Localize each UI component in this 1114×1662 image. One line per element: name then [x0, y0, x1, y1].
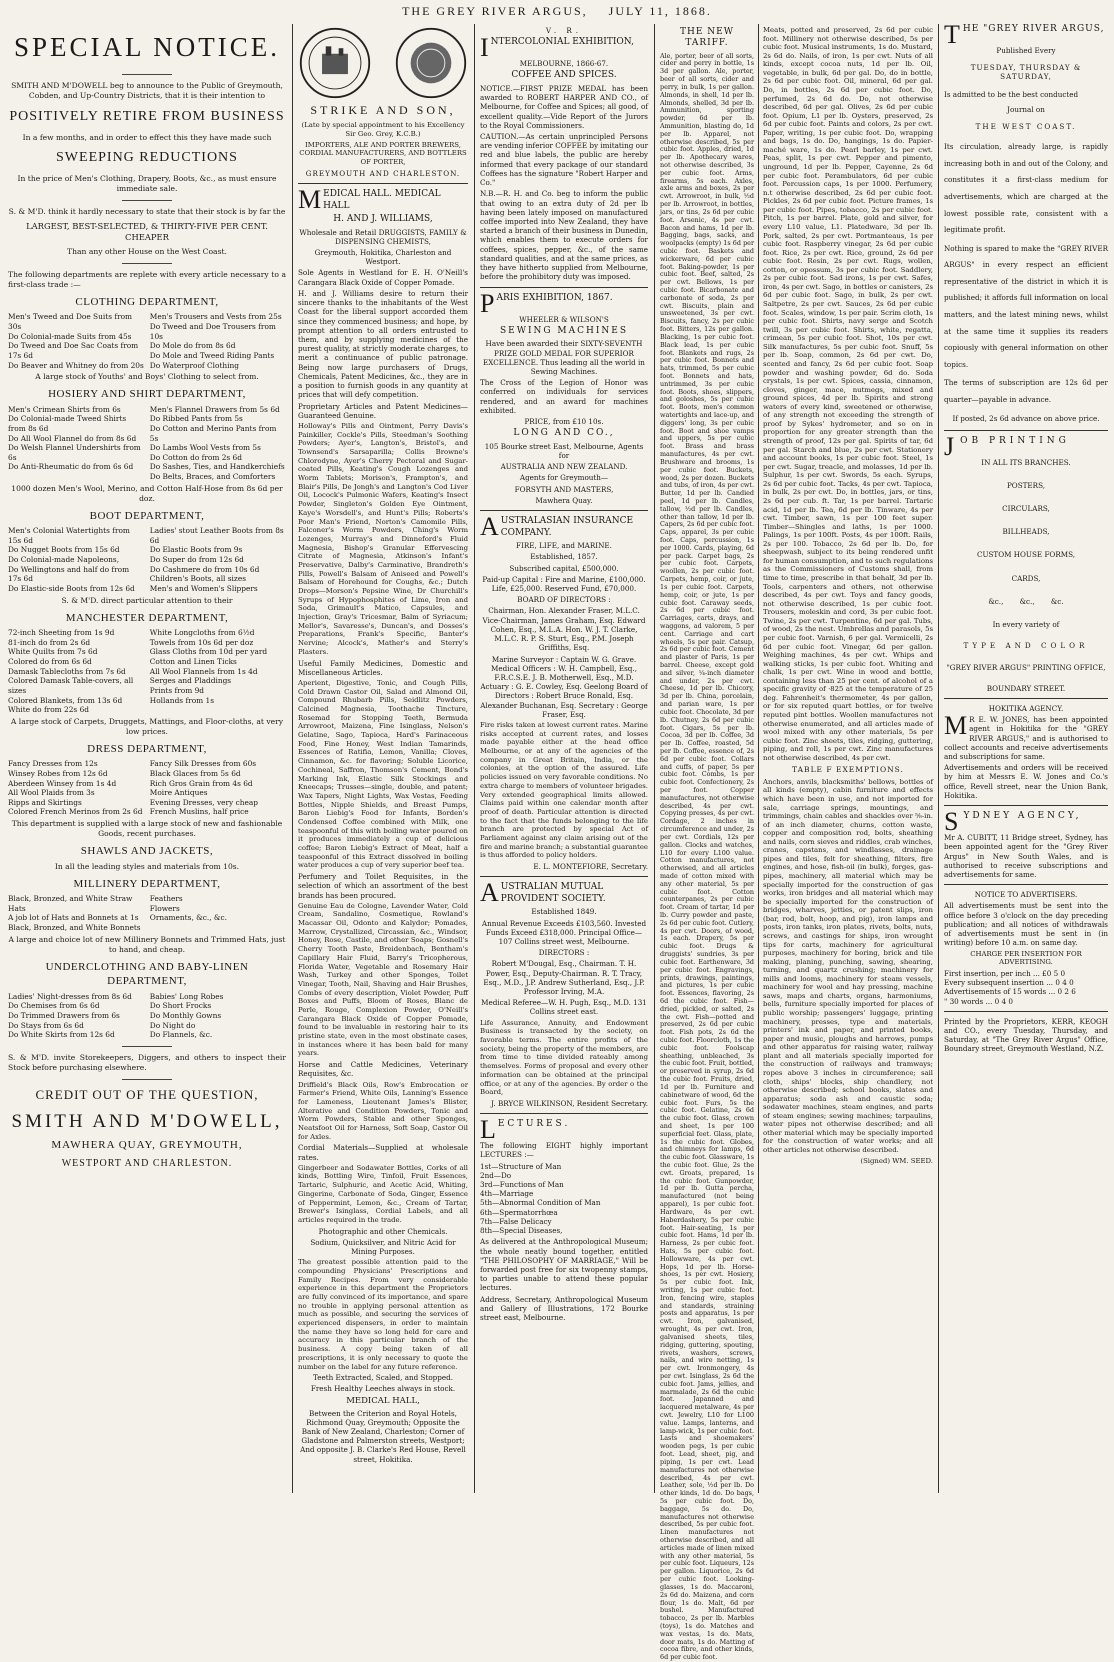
list-item: Men's and Women's Slippers — [149, 583, 258, 593]
list-item: 5th—Abnormal Condition of Man — [480, 1198, 601, 1208]
exemptions-heading: TABLE F EXEMPTIONS. — [792, 765, 904, 775]
paragraph: 105 Bourke street East, Melbourne, Agents for — [484, 441, 644, 460]
list-item: 72-inch Sheeting from 1s 9d — [8, 628, 115, 638]
boot-heading: BOOT DEPARTMENT, — [89, 509, 205, 522]
millinery-list — [8, 894, 286, 933]
paragraph: The terms of subscription are 12s 6d per quarter—payable in advance. — [944, 378, 1108, 404]
dropcap: M — [944, 711, 968, 741]
signature: E. L. MONTEFIORE, Secretary. — [533, 862, 648, 872]
paragraph: FORSYTH AND MASTERS, — [514, 484, 614, 494]
price: PRICE, from £10 10s. — [524, 417, 604, 427]
list-item: 4th—Marriage — [480, 1189, 534, 1199]
list-item: Do Cotton and Merino Pants from 5s — [149, 423, 277, 443]
paragraph: NOTICE.—FIRST PRIZE MEDAL has been awarded to ROBERT HARPER AND CO., of Melbourne, for Coffee and Spices; all good, of excellent quality.—Vide Report of the Jurors to the Royal Commissioners. — [480, 83, 648, 130]
firm-name: SMITH AND M'DOWELL, — [11, 1111, 283, 1133]
intro-text: S. & M'D. think it hardly necessary to state that their stock is by far the — [8, 206, 286, 216]
list-item: Do Trimmed Drawers from 6s — [8, 1010, 120, 1020]
list-item: Glass Cloths from 10d per yard — [149, 647, 268, 657]
divider — [480, 876, 648, 877]
millinery-heading: MILLINERY DEPARTMENT, — [73, 877, 221, 890]
list-item: 7th—False Delicacy — [480, 1216, 552, 1226]
intro-text: Than any other House on the West Coast. — [67, 246, 227, 256]
paragraph: Useful Family Medicines, Domestic and Miscellaneous Articles. — [298, 658, 468, 677]
divider — [122, 263, 172, 264]
list-item: Ladies' Night-dresses from 8s 6d — [8, 991, 132, 1001]
divider — [480, 287, 648, 288]
signature: J. BRYCE WILKINSON, Resident Secretary. — [491, 1098, 648, 1108]
paragraph: Mr A. CUBITT, 11 Bridge street, Sydney, has been appointed agent for the "Grey River Argus" in New South Wales, and is authorised to receive subscriptions and advertisements for same. — [944, 833, 1108, 879]
paragraph: TYPE AND COLOR — [963, 641, 1089, 651]
section-note: A large and choice lot of new Millinery Bonnets and Trimmed Hats, just to hand, and cheap. — [8, 934, 286, 954]
wheeler-name: WHEELER & WILSON'S — [519, 314, 609, 324]
divider — [944, 1011, 1108, 1012]
list-item: Do Monthly Gowns — [149, 1010, 222, 1020]
hokitika-heading: HOKITIKA AGENCY. — [988, 703, 1064, 713]
paragraph: Established, 1857. — [530, 552, 598, 562]
list-item: Flowers — [149, 903, 180, 913]
paragraph: BOARD OF DIRECTORS : — [517, 595, 611, 605]
list-item: Do Tweed and Doe Sac Coats from 17s 6d — [8, 341, 139, 360]
list-item: Men's Flannel Drawers from 5s 6d — [149, 404, 280, 414]
list-item: Men's Crimean Shirts from 6s — [8, 404, 121, 414]
dropcap: P — [480, 288, 495, 318]
list-item: Ornaments, &c., &c. — [149, 913, 227, 923]
prize-medal-seal-icon — [298, 26, 372, 100]
column-rule — [758, 24, 759, 1493]
paragraph: DIRECTORS : — [538, 948, 590, 958]
lectures-heading: L E C T U R E S . — [480, 1115, 568, 1145]
list-item: Do Welsh Flannel Undershirts from 6s — [8, 443, 141, 462]
paragraph: THE WEST COAST. — [975, 122, 1077, 132]
divider — [480, 1113, 648, 1114]
hosiery-heading: HOSIERY AND SHIRT DEPARTMENT, — [48, 388, 246, 401]
divider — [944, 430, 1108, 431]
list-item: Ladies' stout Leather Boots from 8s 6d — [149, 526, 284, 545]
paragraph: N.B.—R. H. and Co. beg to inform the public that owing to an extra duty of 2d per lb having been lately imposed on manufactured coffee imported into New Zealand, they have started a branch of their business in Dunedin, which enables them to execute orders for coffees, spices, pepper, &c., of the same standard qualities, and at the same prices, as they have hitherto supplied from Melbourne, before the prohibitory duty was imposed. — [480, 189, 648, 282]
section-note: S. & M'D. direct particular attention to their — [61, 595, 233, 605]
divider — [480, 510, 648, 511]
paragraph: POSTERS, — [1006, 480, 1046, 490]
list-item: Do Super do from 12s 6d — [149, 555, 244, 565]
list-item: 8th—Special Diseases, — [480, 1226, 563, 1236]
paragraph: Annual Revenue Exceeds £103,560. Invested Funds Exceed £318,000. Principal Office—107 Collins street west, Melbourne. — [481, 918, 647, 946]
masthead — [0, 0, 1114, 22]
paragraph: Fire risks taken at lowest current rates. Marine risks accepted at current rates, and losses made payable either at the head office Melbourne, or at any of the agencies of the company in Great Britain, India, or the colonies, at the option of the assured. Life policies issued on very favorable conditions. No extra charge to members of volunteer brigades. Very extended geographical limits allowed. Claims paid within one calendar month after proof of death. Particular attention is directed to the fact that the funds belonging to the life branch are protected by special Act of Parliament against any claim arising out of the fire and marine branch; a substantial guarantee is thus afforded to policy holders. — [480, 721, 648, 860]
firm-address: MAWHERA QUAY, GREYMOUTH, — [51, 1139, 243, 1152]
dropcap: S — [944, 807, 962, 837]
intro-text: The following departments are replete with every article necessary to a first-class trade :— — [8, 269, 286, 289]
williams-subtitle: Wholesale and Retail DRUGGISTS, FAMILY & DISPENSING CHEMISTS, — [299, 227, 467, 246]
list-item: Babies' Long Robes — [149, 991, 224, 1001]
paragraph: Mawhera Quay. — [535, 495, 593, 505]
section-note: This department is supplied with a large stock of new and fashionable Goods, recent purchases. — [11, 819, 283, 839]
masthead-date: JULY 11, 1868. — [608, 4, 712, 18]
list-item: Do Lambs Wool Vests from 5s — [149, 443, 261, 453]
list-item: Do Short Frocks — [149, 1001, 212, 1011]
paragraph: Sodium, Quicksilver, and Nitric Acid for Mining Purposes. — [310, 1237, 456, 1257]
paragraph: As delivered at the Anthropological Museum; the whole neatly bound together, entitled "THE PHILOSOPHY OF MARRIAGE," Will be forwarded post free for six twopenny stamps, to parties unable to attend these popular lectures. — [480, 1237, 648, 1293]
list-item: Men's Trousers and Vests from 25s — [149, 312, 282, 322]
divider — [944, 698, 1108, 699]
manchester-list — [8, 628, 286, 715]
paragraph: H. and J. Williams desire to return their sincere thanks to the inhabitants of the West Coast for the liberal support accorded them since they commenced business; and hope, by prompt attention to all orders entrusted to them, and by supplying medicines of the purest quality, at strictly moderate charges, to merit a continuance of public patronage. Being now large purchasers of Drugs, Chemicals, Patent Medicines, &c., they are in a position to furnish goods in any quantity at prices that will defy competition. — [298, 288, 468, 400]
sweeping-heading: SWEEPING REDUCTIONS — [56, 150, 238, 166]
sewing-heading: SEWING MACHINES — [499, 325, 629, 336]
charges-heading: CHARGE PER INSERTION FOR ADVERTISING. — [970, 949, 1082, 967]
list-item: Do Mole and Tweed Riding Pants — [149, 350, 275, 360]
paragraph: Medical Referee—W. H. Pugh, Esq., M.D. 131 Collins street east. — [481, 998, 647, 1017]
paragraph: CAUTION.—As certain unprincipled Persons are vending inferior COFFEE by imitating our red and blue labels, the public are hereby informed that every package of our standard Coffees has the signature "Robert Harper and Co." — [480, 132, 649, 188]
list-item: Do Stays from 6s 6d — [8, 1020, 84, 1030]
tariff-list: Meats, potted and preserved, 2s 6d per cubic foot. Millinery not otherwise described, 5s per cubic foot. Musical instruments, 1s do. Mustard, 2s 6d do. Nails, of iron, 1s per cwt. Nuts of all kinds, except cocoa nuts, 1d per lb. Oil, vegetable, in bulk, 6d per gal. Do, do in bottle, 2s 6d per cubic foot. Oil, mineral, 6d per gal. Do, in bottles, 2s 6d per cubic foot. Do, perfumed, 2s 6d do. Do, not otherwise described, 6d per gal. Olives, 2s 6d per cubic foot. Opium, L1 per lb. Oysters, preserved, 2s 6d per cubic foot. Paints and colors, 2s per cwt. Paper, writing, 1s per cubic foot. Do, wrapping and bags, 1s do. Do, hangings, 1s do. Papier-maché ware, 1s do. Pearl barley, 1s per cwt. Peas, split, 1s per cwt. Pepper and pimento, unground, 1d per lb. Pepper, Cayenne, 2s 6d per cubic foot. Perambulators, 6d per cubic foot. Percussion caps, 1s per 1000. Perfumery, n.t otherwise described, 2s 6d per cubic foot. Pickles, 2s 6d per cubic foot. Picture frames, 1s per cubic foot. Pipes, tobacco, 2s per cubic foot. Pitch, 1s per barrel. Plate, gold and silver, for every L10 value, L1. Platedware, 3d per lb. Pork, salted, 2s per cwt. Portmanteaus, 1s per cubic foot. Raspberry vinegar, 2s 6d per cubic foot. Rice, 2s per cwt. Rice, ground, 2s 6d per cubic foot. Resin, 2s per cwt. Rugs, wollen, cotton, or opossum, 3s per cubic foot. Saddlery, 2s per cubic foot. Sad irons, 1s per cwt. Safes, iron, 4s per cwt. Sago, in bottles or canisters, 2s 6d per cubic foot. Sago, in bulk, 2s per cwt. Saltpetre, 2s per cwt. Sauces, 2s 6d per cubic foot. Scales, window, 1s per pair. Scrim cloth, 1s per cubic foot. Shirts, navy serge and Scotch twill, 3s per cubic foot. Shirts, white, regatta, crimean, 5s per cubic foot. Shot, 10s per cwt. Silk manufactures, 5s per cubic foot. Snuff, 5s per lb. Soap, common, 2s 6d per cwt. Do, scented and fancy, 2s 6d per cubic foot. Soap powder and washing powder, 6d do. Soda crystals, 1s per cwt. Spices, cassia, cinnamon, cloves, ginger, mace, nutmegs, mixed and ground spices, 4d per lb. Spirits and strong waters of every kind, sweetened or otherwise, of any strength not exceeding the strength of proof by Sykes' hydrometer, and so on in proportion for any greater strength than the strength of proof, 12s per gal. Spirits of tar, 6d per gal. Starch and blue, 2s per cwt. Stationery and account books, 1s per cubic foot. Steel, 1s per cwt. Sugar, treacle, and molasses, 1d per lb. Sulphur, 1s per cwt. Swords, 5s each. Syrups, 2s 6d per cubic foot. Tacks, 4s per cwt. Tapioca, in bulk, 2s per cwt. Do, in bottles, jars, or tins, 2s 6d per cub. ft. Tar, 1s per barrel. Tartaric acid, 1d per lb. Tea, 6d per lb. Tinware, 4s per cwt. Timber, sawn, 1s per 100 feet super. Timber—Shingles and laths, 1s per 1000. Palings, 1s per 100ft. Posts, 4s per 100ft. Rails, 2s per 100. Tobacco, 2s 6d per lb. Do, for sheepwash, subject to its being rendered unfit for human consumption, and to such regulations as the Commissioners of Customs shall, from time to time, prescribe in that behalf, 3d per lb. Tools, carpenters and others, not otherwise described, 4s per cwt. Toys and fancy goods, not otherwise described, 1s per cubic foot. Trousers, moleskin and cord, 3s per cubic foot. Twine, 2s per cwt. Turpentine, 6d per gal. Tubs, of wood, 2s the nest. Umbrellas and parasols, 5s per cubic foot. Varnish, 6 per gal. Vermicelli, 2s 6d per cubic foot. Vinegar, 6d per gallon. Weighing machines, 4s per cwt. Whips and walking sticks, 1s per cubic foot. Whiting and chalk, 1s per cwt. Wine in wood and bottle, containing less than 25 per cent. of alcohol of a specific gravity of ·825 at the temperature of 25 deg. Fahrenheit's thermometer, 4s per gallon, or for six reputed quart bottles, or for twelve reputed pint bottles. Woollen manufactures not otherwise enumerated, and all articles made of wool mixed with any other materials, 5s per cubic foot. Zinc sheets, tiles, ridging, guttering, piping, and roll, 1s per cwt. Zinc manufactures not otherwise described, 4s per cwt. — [763, 26, 933, 762]
list-item: Black Glaces from 5s 6d — [149, 768, 241, 778]
underclothing-list — [8, 992, 286, 1040]
paragraph: Have been awarded their SIXTY-SEVENTH PRIZE GOLD MEDAL FOR SUPERIOR EXCELLENCE. Thus leading all the world in Sewing Machines. — [483, 339, 645, 376]
paragraph: Established 1849. — [531, 907, 597, 917]
dress-list — [8, 759, 286, 817]
divider — [122, 74, 172, 75]
strike-heading: STRIKE AND SON, — [310, 103, 456, 117]
paragraph: Fresh Healthy Leeches always in stock. — [310, 1384, 456, 1394]
list-item: Colored do from 6s 6d — [8, 657, 92, 667]
list-item: Ripps and Skirtings — [8, 797, 82, 807]
column-tariff-1 — [660, 24, 754, 1662]
dress-heading: DRESS DEPARTMENT, — [87, 742, 207, 755]
list-item: Do Elastic-side Boots from 12s 6d — [8, 583, 135, 593]
paragraph: Teeth Extracted, Scaled, and Stopped. — [312, 1373, 454, 1383]
paragraph: IN ALL ITS BRANCHES. — [981, 457, 1071, 467]
list-item: Do Sashes, Ties, and Handkerchiefs — [149, 462, 285, 472]
paragraph: Published Every — [996, 46, 1056, 55]
list-item: Advertisements of 15 words ... 0 2 6 — [944, 987, 1076, 997]
paragraph: Genuine Eau de Cologne, Lavender Water, Cold Cream, Sandalino, Cosmetique, Rowland's Macassar Oil, Odonto and Kalydor; Pomades, Marrow, Crystallized, Circassian, &c., Windsor, Honey, Rose, Castile, and other Soaps; Gosnell's Cherry Tooth Paste, Breidenbach, Bentham's Capillary Hair Fluid, Barry's Tricopherous, Florida Water, Vegetable and Rosemary Hair Wash, Turkey and other Sponges, Toilet Vinegar, Tooth, Nail, Shaving and Hair Brushes, Combs of every description, Violet Powder, Puff Boxes and Puffs, Bloom of Roses, Blanc de Perle, Rouge, Complexion Powder, O'Neill's Carangara Black Oxide of Copper Pomade, found to be invaluable in restoring hair to its pristine state, even in the most obstinate cases, in instances where it has been bald for many years. — [298, 901, 468, 1058]
paragraph: Advertisements and orders will be received by him at Messrs E. W. Jones and Co.'s office, Revell street, near the Union Bank, Hokitika. — [944, 763, 1108, 800]
charges-list — [944, 969, 1108, 1006]
section-note: In all the leading styles and materials from 10s. — [54, 861, 240, 871]
list-item: Do Flannels, &c. — [149, 1030, 213, 1040]
list-item: Do Cashmere do from 10s 6d — [149, 564, 260, 574]
list-item: Do Waterproof Clothing — [149, 360, 240, 370]
intro-text: In a few months, and in order to effect this they have made such — [22, 133, 272, 143]
list-item: Rich Gros Grain from 4s 6d — [149, 778, 253, 788]
column-medical-hall — [298, 24, 468, 1493]
list-item: French Muslins, half price — [149, 807, 249, 817]
notice-heading: NOTICE TO ADVERTISERS. — [974, 890, 1078, 900]
paragraph: If posted, 2s 6d advance on above price. — [952, 414, 1100, 424]
paragraph: Address, Secretary, Anthropological Museum and Gallery of Illustrations, 172 Bourke street east, Melbourne. — [480, 1294, 648, 1323]
list-item: Colored Damask Table-covers, all sizes — [8, 676, 134, 695]
list-item: Men's Colonial Watertights from 15s 6d — [8, 526, 130, 545]
list-item: Do Anti-Rheumatic do from 6s 6d — [8, 462, 134, 472]
paragraph: Aperient, Digestive, Tonic, and Cough Pills, Cold Drawn Castor Oil, Salad and Almond Oil, Compound Rhubarb Pills, Seidlitz Powders, Calcined Magnesia, Toothache Tincture, Rosemad for Stopping Teeth, Bermuda Arrowroot, Maizena, Fine Isinglass, Nelson's Gelatine, Sago, Tapioca, Hard's Farinaceous Food, Fine Honey, West Indian Tamarinds, Essences of Ratifia, Lemon, Vanilla; Cloves, Cinnamon, &c. for flavoring; Soluble Licorice, Cochineal, Saffron, Thomson's Cement, Bond's Marking Ink, Elastic Silk Stockings and Kneecaps; Trusses—single, double, and patent; Wax Tapers, Night Lights, Wax Vestas, Feeding Bottles, Nipple Shields, and Breast Pumps, Baron Liebig's Food for Infants, Borden's Condensed Coffee combined with Milk, one teaspoonful of this with boiling water poured on it produces immediately a cup of delicious coffee; Baron Liebig's Extract of Meat, half a teaspoonful of this Extract dissolved in boiling water produces a cup of very superior beef tea. — [298, 678, 468, 870]
paragraph: All advertisements must be sent into the office before 3 o'clock on the day preceding publication; and all notices of withdrawals of advertisements must be sent in (in writing) before 10 a.m. on same day. — [944, 901, 1108, 948]
vr-mark: V. R. — [545, 26, 583, 35]
dropcap: A — [480, 878, 499, 908]
list-item: Do All Wool Flannel do from 8s 6d — [8, 433, 137, 443]
list-item: Do Mole do from 8s 6d — [149, 341, 236, 351]
argus-heading: THE "GREY RIVER ARGUS, — [944, 20, 1105, 49]
list-item: Every subsequent insertion ... 0 4 0 — [944, 978, 1074, 988]
coffee-heading: COFFEE AND SPICES. — [511, 70, 617, 81]
retire-heading: POSITIVELY RETIRE FROM BUSINESS — [9, 108, 285, 124]
list-item: 6th—Spermatorrhœa — [480, 1207, 558, 1217]
paragraph: Chairman, Hon. Alexander Fraser, M.L.C. Vice-Chairman, James Graham, Esq. Edward Cohen, Esq., M.L.A. Hon. W. J. T. Clarke, M.L.C. R. P. S. Sturt, Esq., P.M. Joseph Griffiths, Esq. — [482, 606, 646, 653]
lecture-list — [480, 1162, 648, 1236]
strike-towns: GREYMOUTH AND CHARLESTON. — [305, 168, 461, 178]
long-heading: LONG AND CO., — [513, 428, 615, 439]
paragraph: Horse and Cattle Medicines, Veterinary Requisites, &c. — [298, 1060, 468, 1079]
clothing-list — [8, 312, 286, 370]
hosiery-list — [8, 405, 286, 482]
column-rule — [474, 24, 475, 1493]
list-item: Cotton and Linen Ticks — [149, 657, 237, 667]
manchester-heading: MANCHESTER DEPARTMENT, — [65, 611, 229, 624]
divider — [122, 200, 172, 201]
amp-heading: AUSTRALIAN MUTUAL PROVIDENT SOCIETY. — [480, 878, 606, 908]
list-item: Do White Skirts from 12s 6d — [8, 1030, 115, 1040]
list-item: Towels from 10s 6d per doz — [149, 637, 254, 647]
paragraph: Cordial Materials—Supplied at wholesale rates. — [298, 1143, 468, 1162]
imprint: Printed by the Proprietors, KERR, KEOGH and CO., every Tuesday, Thursday, and Saturday, at "The Grey River Argus" Office, Boundary street, Greymouth Westland, N.Z. — [944, 1016, 1108, 1054]
column-rule — [654, 24, 655, 1493]
dropcap: J — [944, 431, 959, 461]
paragraph: Is admitted to be the best conducted — [944, 89, 1079, 99]
list-item: A job lot of Hats and Bonnets at 1s — [8, 913, 139, 923]
boot-list — [8, 526, 286, 593]
list-item: 1st—Structure of Man — [480, 1161, 562, 1171]
shawls-heading: SHAWLS AND JACKETS, — [80, 845, 214, 858]
paragraph: Its circulation, already large, is rapidly increasing both in and out of the Colony, and constitutes it a first-class medium for advertisements, which are charged at the lowest possible rate, consistent with a legitimate profit. — [944, 142, 1108, 235]
column-exhibition — [480, 24, 648, 1493]
divider — [944, 884, 1108, 885]
list-item: Do Beaver and Whitney do from 20s — [8, 360, 144, 370]
paragraph: Life Assurance, Annuity, and Endowment Business is transacted by the society, on favorable terms. The entire profits of the society, being the property of the members, are from time to time divided rateably among themselves. Forms of proposal and every other information can be obtained at the principal office, or at any of the agencies. By order o the Board, — [480, 1018, 648, 1097]
list-item: Fancy Dresses from 12s — [8, 759, 98, 769]
paragraph: Sole Agents in Westland for E. H. O'Neill's Carangara Black Oxide of Copper Pomade. — [298, 268, 468, 287]
list-item: Do Tweed and Doe Trousers from 10s — [149, 322, 276, 341]
underclothing-heading: UNDERCLOTHING AND BABY-LINEN DEPARTMENT, — [45, 960, 249, 988]
clothing-heading: CLOTHING DEPARTMENT, — [75, 295, 219, 308]
paragraph: The Cross of the Legion of Honor was conferred on individuals for services rendered, and an award for machines exhibited. — [480, 378, 648, 415]
paragraph: BOUNDARY STREET. — [986, 683, 1066, 693]
list-item: Prints from 9d — [149, 685, 205, 695]
list-item: White do from 22s 6d — [8, 705, 89, 715]
medical-hall-footer: MEDICAL HALL, — [346, 1395, 420, 1406]
sydney-heading: SYDNEY AGENCY, — [944, 807, 1082, 837]
intro-text: In the price of Men's Clothing, Drapery, Boots, &c., as must ensure immediate sale. — [17, 173, 277, 193]
list-item: Do Wellingtons and half do from 17s 6d — [8, 564, 130, 584]
paragraph: Photographic and other Chemicals. — [318, 1226, 448, 1236]
divider — [122, 1079, 172, 1080]
paragraph: Journal on — [1007, 104, 1045, 114]
column-smith-mdowell — [8, 24, 286, 1493]
list-item: Do Nugget Boots from 15s 6d — [8, 545, 120, 555]
masthead-title: THE GREY RIVER ARGUS, — [402, 4, 588, 18]
paragraph: CARDS, — [1011, 573, 1041, 583]
tariff-heading: THE NEW TARIFF. — [680, 27, 734, 49]
list-item: All Wool Flannels from 1s 4d — [149, 666, 258, 676]
paragraph: AUSTRALIA AND NEW ZEALAND. — [500, 462, 628, 472]
paragraph: Agents for Greymouth— — [519, 473, 609, 483]
dropcap: M — [298, 185, 322, 215]
williams-name: H. AND J. WILLIAMS, — [333, 214, 433, 225]
seal-row — [298, 26, 468, 100]
strike-trades: IMPORTERS, ALE AND PORTER BREWERS, CORDIAL MANUFACTURERS, AND BOTTLERS OF PORTER, — [299, 140, 467, 167]
paragraph: Proprietary Articles and Patent Medicines—Guaranteed Genuine. — [298, 401, 468, 420]
list-item: Do Colonial-made Tweed Shirts from 8s 6d — [8, 414, 127, 433]
column-rule — [938, 24, 939, 1493]
section-note: A large stock of Youths' and Boys' Clothing to select from. — [35, 372, 259, 382]
list-item: Colored French Merinos from 2s 6d — [8, 807, 143, 817]
invite-text: S. & M'D. invite Storekeepers, Diggers, and others to inspect their Stock before purchasing elsewhere. — [8, 1052, 286, 1072]
signature: (Signed) WM. SEED. — [860, 1156, 933, 1165]
column-rule — [292, 24, 293, 1493]
list-item: 81-inch do from 2s 6d — [8, 637, 91, 647]
list-item: 3rd—Functions of Man — [480, 1179, 564, 1189]
paragraph: CUSTOM HOUSE FORMS, — [976, 550, 1076, 560]
exhibition-heading: INTERCOLONIAL EXHIBITION, — [480, 33, 634, 63]
paragraph: M R E. W. JONES, has been appointed agent in Hokitika for the "GREY RIVER ARGUS," and is authorised to collect accounts and receive advertisements and subscriptions for same. — [944, 711, 1108, 762]
paragraph: The following EIGHT highly important LECTURES :— — [480, 1141, 648, 1160]
largest-text: LARGEST, BEST-SELECTED, & THIRTY-FIVE PER CENT. CHEAPER — [26, 220, 268, 242]
list-item: Winsey Robes from 12s 6d — [8, 768, 108, 778]
list-item: " 30 words ... 0 4 0 — [944, 996, 1013, 1006]
list-item: White Quilts from 7s 6d — [8, 647, 98, 657]
paragraph: In every variety of — [992, 620, 1060, 630]
medical-hall-heading: MEDICAL HALL. MEDICAL HALL — [298, 185, 441, 215]
list-item: Do Chemises from 6s 6d — [8, 1001, 100, 1011]
list-item: Children's Boots, all sizes — [149, 574, 246, 584]
list-item: Do Elastic Boots from 9s — [149, 545, 243, 555]
paragraph: Holloway's Pills and Ointment, Perry Davis's Painkiller, Cockle's Pills, Steedman's Soothing Powders; Ayer's, Langton's, Bristol's, and Townsend's Sarsaparilla; Collis Browne's Chlorodyne, Ayer's Cherry Pectoral and Sugar-coated Pills, Keating's Cough Lozenges and Worm Tablets; Morison's, Frampton's, and Blair's Pills, De Jongh's and Langton's Cod Liver Oil, Locock's Pulmonic Wafers, Keating's Insect Powder, Singleton's Golden Eye Ointment, Kaye's Worsdell's, and Hunt's Pills; Roberts's Poor Man's Friend, Norton's Camomile Pills, Falconer's Worm Powders, Ching's Worm Lozenges, Murray's and Dinneford's Fluid Magnesia, Bishop's Granular Effervescing Citrate of Magnesia, Atkinson's Infant's Preservative, Dalby's Carminative, Brandreth's Pills, Powell's Balsam of Aniseed and Powell's Balsam of Horehound for Coughs, &c.; Dutch Drops—Morson's Pepsine Wine, Dr Churchill's Syrups of Hypophosphites of Lime, Iron and Soda, Grimault's Matico, Capsules, and Injection, Gray's Tricesmar, Balm of Syriacum; Mellor's, Savaresse's, Duncan's, and Dosses's Preparations, Frank's Specific, Banter's Nervine; Alcock's, Mather's and Sterry's Plasters. — [298, 421, 468, 656]
paragraph: TUESDAY, THURSDAY & SATURDAY, — [970, 63, 1082, 82]
list-item: Do Cotton do from 2s 6d — [149, 452, 242, 462]
divider — [944, 805, 1108, 806]
section-note: A large stock of Carpets, Druggets, Mattings, and Floor-cloths, at very low prices. — [10, 716, 284, 736]
credit-heading: CREDIT OUT OF THE QUESTION, — [35, 1086, 259, 1102]
insurance-heading: AUSTRALASIAN INSURANCE COMPANY. — [480, 512, 634, 542]
dropcap: L — [480, 1115, 496, 1145]
list-item: Serges and Pladdings — [149, 676, 232, 686]
list-item: Feathers — [149, 894, 183, 904]
divider — [298, 183, 468, 184]
dropcap: I — [480, 33, 489, 63]
list-item: Do Ribbed Pants from 5s — [149, 414, 243, 424]
paris-heading: PARIS EXHIBITION, 1867. — [480, 288, 613, 318]
paragraph: Subscribed capital, £500,000. — [509, 563, 619, 573]
list-item: Do Colonial-made Suits from 45s — [8, 331, 132, 341]
special-notice-title: SPECIAL NOTICE. — [14, 32, 280, 62]
paragraph: CIRCULARS, — [1002, 503, 1050, 513]
list-item: Colored Blankets, from 13s 6d — [8, 695, 123, 705]
paragraph: Nothing is spared to make the "GREY RIVER ARGUS" in every respect an efficient representative of the district in which it is published; it affords full information on local matters, and the latest mining news, whilst at the same time it supplies its readers copiously with general information on other topics. — [944, 243, 1108, 369]
intro-text: SMITH AND M'DOWELL beg to announce to the Public of Greymouth, Cobden, and Up-Country Districts, that it is their intention to — [11, 80, 283, 100]
list-item: Men's Tweed and Doe Suits from 30s — [8, 312, 133, 332]
list-item: All Wool Plaids from 3s — [8, 788, 95, 798]
strike-subtitle: (Late by special appointment to his Excellency Sir Geo. Grey, K.C.B.) — [301, 121, 465, 139]
list-item: Evening Dresses, very cheap — [149, 797, 258, 807]
paragraph: Robert M'Dougal, Esq., Chairman. T. H. Power, Esq., Deputy-Chairman. R. T. Tracy, Esq., M.D., J.P. Andrew Sutherland, Esq., J.P. Professor Irving, M.A. — [483, 959, 645, 997]
prize-medal-seal-icon — [394, 26, 468, 100]
list-item: First insertion, per inch ... £0 5 0 — [944, 968, 1066, 978]
paragraph: Paid-up Capital : Fire and Marine, £100,000. Life, £25,000. Reserved Fund, £70,000. — [482, 574, 646, 593]
list-item: Fancy Silk Dresses from 60s — [149, 759, 257, 769]
section-note: 1000 dozen Men's Wool, Merino, and Cotton Half-Hose from 8s 6d per doz. — [11, 483, 283, 503]
paragraph: &c., &c., &c. — [988, 596, 1064, 606]
paragraph: Gingerbeer and Sodawater Bottles, Corks of all kinds, Bottling Wire, Tinfoil, Fruit Essences, Tartaric, Sulphuric, and Acetic Acid, Whiting, Gingerine, Carbonate of Soda, Ginger, Essence of Peppermint, Lemon, &c., Cream of Tartar, Brewer's Isinglass, Cordial Labels, and all articles required in the trade. — [298, 1163, 468, 1224]
paragraph: The greatest possible attention paid to the compounding Physicians' Prescriptions and Family Recipes. From very considerable experience in this department the Proprietors are fully convinced of its importance, and spare no trouble in applying personal attention as much as possible, and securing the services of experienced dispensers, in order to maintain the name they have so long held for care and accuracy in this particular branch of the business. A copy being taken of all prescriptions, it is only necessary to quote the number on the label for any future reference. — [298, 1258, 468, 1371]
list-item: Do Colonial-made Napoleons, — [8, 555, 120, 565]
williams-towns: Greymouth, Hokitika, Charleston and Westport. — [314, 248, 452, 267]
dropcap: A — [480, 512, 499, 542]
list-item: Hollands from 1s — [149, 695, 215, 705]
list-item: Do Night do — [149, 1020, 196, 1030]
divider — [122, 1046, 172, 1047]
paragraph: Driffield's Black Oils, Row's Embrocation or Farmer's Friend, White Oils, Lanning's Essence for Lameness, Lieutenant James's Blister, Alterative and Condition Powders, Tonic and Worm Powders, Stable and other Sponges, Neatsfoot Oil for Harness, Soft Soap, Castor Oil for Axles. — [298, 1080, 468, 1141]
column-argus — [944, 20, 1108, 1493]
list-item: 2nd—Do — [480, 1170, 512, 1180]
list-item: Black, Bronzed, and White Straw Hats — [8, 894, 133, 913]
list-item: White Longcloths from 6½d — [149, 628, 255, 638]
list-item: Damask Tablecloths from 7s 6d — [8, 666, 126, 676]
paragraph: FIRE, LIFE, and MARINE. — [516, 541, 612, 551]
list-item: Do Belts, Braces, and Comforters — [149, 472, 276, 482]
list-item: Black, Bronzed, and White Bonnets — [8, 923, 141, 933]
job-printing-heading: JOB PRINTING — [944, 431, 1070, 461]
list-item: Moire Antiques — [149, 788, 208, 798]
column-tariff-2 — [763, 24, 933, 1493]
firm-branches: WESTPORT AND CHARLESTON. — [61, 1157, 233, 1169]
paragraph: "GREY RIVER ARGUS" PRINTING OFFICE, — [946, 662, 1106, 672]
list-item: Aberdeen Winsey from 1s 4d — [8, 778, 117, 788]
paragraph: BILLHEADS, — [1002, 527, 1050, 537]
medical-hall-address: Between the Criterion and Royal Hotels, Richmond Quay, Greymouth; Opposite the Bank of New Zealand, Charleston; Corner of Gladstone and Palmerston streets, Westport; And opposite J. B. Clarke's Red House, Revell street, Hokitika. — [300, 1408, 466, 1464]
dropcap: T — [944, 20, 961, 49]
exemptions-text: Anchors, anvils, blacksmiths' bellows, bottles of all kinds (empty), cabin furniture and effects which have been in use, and not imported for sale, carriage springs, mountings, and trimmings, chain cables and shackles over ⅝-in. of an inch diameter, churns, cotton waste, copper and composition rod, bolts, sheathing and nails, corn sieves and riddles, crab winches, cranes, capstans, and windlasses, drainage pipes and tiles, felt for sheathing, filters, fire engines, and hose, fish-oil (in bulk), forges, gas-pipes, machinery, all material which may be specially imported for the construction of gas works, iron bridges and all material which may be specially imported for the construction of bridges, wharves, jetties, or patent slips, iron (bar, rod, bolt, hoop, and pig), iron lamps and posts, iron tanks, iron plates, rivets, bolts, nuts, screws, and castings for ships, iron wrought tips for carts, machinery for agricultural purposes, machinery for boring, brick and tile making, planing, punching, sawing, shearing, turning, and quartz crushing; machinery for mills and looms, machinery for steam vessels, machinery for wool and hay pressing, machine saws, maps and charts, organs, harmoniums, bells, furniture specially imported for places of public worship; passengers' luggage, printing machinery, presses, type and materials, printers' ink and paper, and printed books, paper and music, ploughs and harrows, pumps and other apparatus for raising water, railway plant and all materials specially imported for the construction of railways and tramways; ropes above 3 inches in circumference; sail cloth, ships' blocks, ship chandlery, not otherwise described; school books, slates and apparatus; soda ash and caustic soda; sodawater machines, steam engines, and parts of steam engines; sewing machines; tarpaulins, water pipes not otherwise described; and all other material which may be specially imported for the construction of water works; and all other articles not otherwise described. — [763, 777, 933, 1154]
exhibition-sub: MELBOURNE, 1866-67. — [519, 59, 609, 69]
paragraph: Perfumery and Toilet Requisites, in the selection of which an assortment of the best brands has been procured. — [298, 872, 468, 900]
paragraph: Marine Surveyor : Captain W. G. Grave. Medical Officers : W. H. Campbell, Esq., F.R.C.S.E. J. B. Motherwell, Esq., M.D. Actuary : G. E. Cowley, Esq. Geelong Board of Directors : Robert Bruce Ronald, Esq. Alexander Buchanan, Esq. Secretary : George Fraser, Esq. — [480, 654, 648, 719]
tariff-list: Ale, porter, beer of all sorts, cider and perry in bottle, 1s 3d per gallon. Ale, porter, beer of all sorts, cider and perry, in bulk, 1s per gallon. Almonds, in shell, 1d per lb. Almonds, shelled, 3d per lb. Ammunition, sporting powder, 6d per lb. Ammunition, blasting do, 1d per lb. Apparel, not otherwise described, 5s per cubic foot. Apples, dried, 1d per lb. Apothecary wares, not otherwise described, 3s per cubic foot. Arms, firearms, 5s each. Axles, axle arms and boxes, 2s per cwt. Arrowroot, in bulk, ½d per lb. Arrowroot, in bottles, jars, or tins, 2s 6d per cubic foot. Arsenic, 4s per cwt. Bacon and hams, 1d per lb. Bagging, bags, sacks, and woolpacks (empty) 1s 6d per cubic foot. Baskets and wickerware, 6d per cubic foot. Baking-powder, 1s per cubic foot. Beef, salted, 2s per cwt. Bellows, 1s per cubic foot. Bicarbonate and carbonate of soda, 2s per cwt. Biscuits, plain and unsweetened, 3s per cwt. Biscuits, fancy, 2s per cubic foot. Bitters, 12s per gallon. Blacking, 1s per cubic foot. Black lead, 1s per cubic foot. Blankets and rugs, 2s per cubic foot. Bonnets and hats, trimmed, 5s per cubic foot. Bonnets and hats, untrimmed, 3s per cubic foot. Boots, shoes, slippers, and goloshes, 5s per cubic foot. Boots, men's common watertights and lace-up, and diggers' long, 3s per cubic foot. Boot and shoe vamps and uppers, 5s per cubic foot. Brass and brass manufactures, 4s per cwt. Brushware and brooms, 1s per cubic foot. Buckets, wood, 2s per dozen. Buckets and tubs, of iron, 4s per cwt. Butter, 1d per lb. Candied peel, 1d per lb. Candles, tallow, ½d per lb. Candles, other than tallow, 1d per lb. Capers, 2s 6d per cubic foot. Caps, apparel, 3s per cubic foot. Caps, percussion, 1s per 1000. Cards, playing, 6d per pack. Carpet bags, 2s per cubic foot. Carpets, woollen, 2s per cubic foot. Carpets, hemp, coir, or jute, 1s per cubic foot. Carpets, hemp, coir, or jute, 1s per cubic foot. Caraway seeds, 2s 6d per cubic foot. Carriages, carts, drays, and waggons, ad valorem, 5 per cent. Carriage and cart wheels, 5s per pair. Catsup, 2s 6d per cubic foot. Cement and plaster of Paris, 1s per barrel. Cheese, except gold and silver, ¼-inch diameter and under, 2s per cwt. Cheese, 1d per lb. Chicory, 3d per lb. China, porcelain, and parian ware, 1s per cubic foot. Chocolate, 3d per lb. Chutney, 2s 6d per cubic foot. Cigars, 5s per lb. Cocoa, 3d per lb. Coffee, 3d per lb. Coffee, roasted, 5d per lb. Coffee, essence of, 2s 6d per cubic foot. Collars and cuffs, of paper, 5s per cubic foot. Combs, 1s per cubic foot. Confectionery, 2s per foot. Copper manufactures, not otherwise described, 4s per cwt. Copying presses, 4s per cwt. Cordage, 2 inches in circumference and under, 2s per cwt. Cordials, 12s per gallon. Clocks and watches, L10 for every L100 value. Cotton manufactures, not otherwised, and all articles made of cotton mixed with any other material, 5s per cubic foot. Cotton counterpanes, 2s per cubic foot. Cream of tartar, 1d per lb. Curry powder and paste, 2s 6d per cubic foot. Cutlery, 4s per cwt. Doors, of wood, 1s each. Drapery, 5s per cubic foot. Drugs & druggists' sundries, 3s per cubic foot. Earthenware, 3d per cubic foot. Engravings, prints, drawings, paintings, and pictures, 1s per cubic foot. Essences, flavoring, 2s 6d the cubic foot. Fish—dried, pickled, or salted, 2s the cwt. Fish—potted and preserved, 2s 6d per cubic foot. Fish pots, 2s 6d the cubic foot. Floorcloth, 1s the cubic foot. Foolscap sheathing, unbleached, 3s the cubic foot. Fruit, bottled, or preserved in syrup, 2s 6d the cubic foot. Fruits, dried, 1d per lb. Furniture and cabinetware of wood, 6d the cubic foot. Furs, 5s the cubic foot. Gelatine, 2s 6d the cubic foot. Glass, crown and sheet, 1s per 100 superficial feet. Glass, plate, 1s the cubic foot. Globes, and chimneys for lamps, 6d the cubic foot. Glassware, 1s the cubic foot. Glue, 2s the cwt. Groats, prepared, 1s the cubic foot. Gunpowder, 1d per lb. Gutta percha, manufactured (not being apparel), 1s per cubic foot. Hardware, 4s per cwt. Haberdashery, 5s per cubic foot. Hair-seating, 1s per cubic foot. Hams, 1d per lb. Harness, 2s per cubic foot. Hats, 5s per cubic foot. Hollowware, 4s per cwt. Hops, 1d per lb. Horse-shoes, 1s per cwt. Hosiery, 5s per cubic foot. Ink, writing, 1s per cubic foot. Iron, fencing wire, staples and standards, straining posts and apparatus, 1s per cwt. Iron, galvanised, wrought, 4s per cwt. Iron, galvanised sheets, tiles, ridging, guttering, spouting, rivets, washers, screws, nails, and wire netting, 1s per cwt. Ironmongery, 4s per cwt. Isinglass, 2s 6d the cubic foot. Jams, jellies, and marmalade, 2s 6d the cubic foot. Japanned and lacquered metalware, 4s per cwt. Jewelry, L10 for L100 value. Lamps, lanterns, and lamp-wick, 1s per cubic foot. Lasts and shoemakers' wooden pegs, 1s per cubic foot. Lead, sheet, pig, and piping, 1s per cwt. Lead manufactures not otherwise described, 4s per cwt. Leather, sole, ½d per lb. Do other kinds, 1d do. Do bags, 5s per cubic foot. Do, baggage, 5s do. Do, manufactures not otherwise described, 5s per cubic foot. Linen manufactures not otherwise described, and all articles made of linen mixed with any other material, 5s per cubic foot. Liqueurs, 12s per gallon. Liquorice, 2s 6d per cubic foot. Looking-glasses, 1s do. Maccaroni, 2s 6d do. Maizena, and corn flour, 1s do. Malt, 6d per bushel. Manufactured tobacco, 2s per lb. Marbles (toys), 1s do. Matches and wax vestas, 1s do. Mats, door mats, 1s do. Matting of cocoa fibre, and other kinds, 6d per cubic foot. — [660, 51, 754, 1662]
